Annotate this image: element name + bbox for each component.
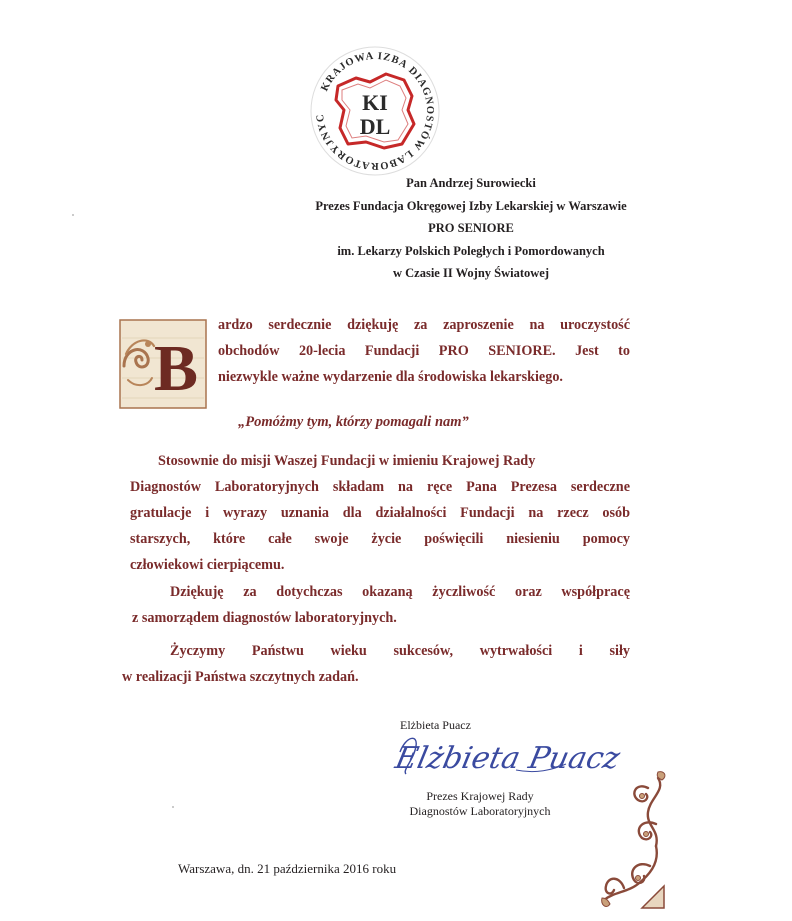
logo-monogram-bottom: DL — [359, 114, 391, 139]
recipient-line: PRO SENIORE — [428, 221, 514, 235]
signatory-title — [380, 789, 580, 819]
text-line: człowiekowi cierpiącemu. — [130, 557, 285, 573]
text-line: ardzo serdecznie dziękuję za zaproszenie na uroczystość — [218, 317, 630, 333]
paragraph-2 — [130, 584, 630, 634]
paragraph-1 — [130, 453, 630, 583]
handwritten-signature — [392, 730, 623, 782]
kidl-logo — [308, 44, 442, 178]
scan-speck — [72, 214, 74, 216]
paragraph-3 — [122, 643, 630, 693]
drop-cap-letter: B — [153, 332, 199, 405]
text-line: obchodów 20-lecia Fundacji PRO SENIORE. Jest to — [218, 343, 630, 359]
text-line: Dziękuję za dotychczas okazaną życzliwość oraz współpracę — [170, 584, 630, 600]
recipient-line: Prezes Fundacja Okręgowej Izby Lekarskiej w Warszawie — [315, 198, 627, 213]
logo-ring-text: KRAJOWA IZBA DIAGNOSTÓW LABORATORYJNYC — [314, 50, 436, 172]
signatory-title-line: Prezes Krajowej Rady — [426, 789, 534, 803]
text-line: starszych, które całe swoje życie poświęcili niesieniu pomocy — [130, 531, 630, 547]
recipient-line: Pan Andrzej Surowiecki — [406, 176, 536, 190]
text-line: niezwykle ważne wydarzenie dla środowiska lekarskiego. — [218, 369, 563, 385]
recipient-line: w Czasie II Wojny Światowej — [392, 266, 550, 280]
recipient-line: im. Lekarzy Polskich Poległych i Pomordowanych — [337, 243, 605, 258]
logo-monogram-top: KI — [362, 90, 388, 115]
place-date: Warszawa, dn. 21 października 2016 roku — [178, 861, 397, 876]
signatory-title-line: Diagnostów Laboratoryjnych — [409, 804, 551, 818]
recipient-block — [200, 172, 742, 285]
text-line: Diagnostów Laboratoryjnych składam na ręce Pana Prezesa serdeczne — [130, 479, 630, 495]
text-line: Stosownie do misji Waszej Fundacji w imieniu Krajowej Rady — [158, 453, 536, 469]
text-line: Życzymy Państwu wieku sukcesów, wytrwałości i siły — [170, 643, 630, 659]
drop-cap — [118, 318, 208, 410]
scan-speck — [172, 806, 174, 808]
text-line: w realizacji Państwa szczytnych zadań. — [122, 669, 359, 685]
signature-script: Elżbieta Puacz — [392, 741, 623, 776]
corner-ornament — [598, 768, 668, 912]
signatory-name: Elżbieta Puacz — [400, 718, 471, 732]
intro-paragraph — [218, 317, 630, 397]
text-line: gratulacje i wyrazy uznania dla działalności Fundacji na rzecz osób — [130, 505, 630, 521]
motto: „Pomóżmy tym, którzy pomagali nam” — [238, 414, 469, 430]
text-line: z samorządem diagnostów laboratoryjnych. — [132, 610, 397, 626]
